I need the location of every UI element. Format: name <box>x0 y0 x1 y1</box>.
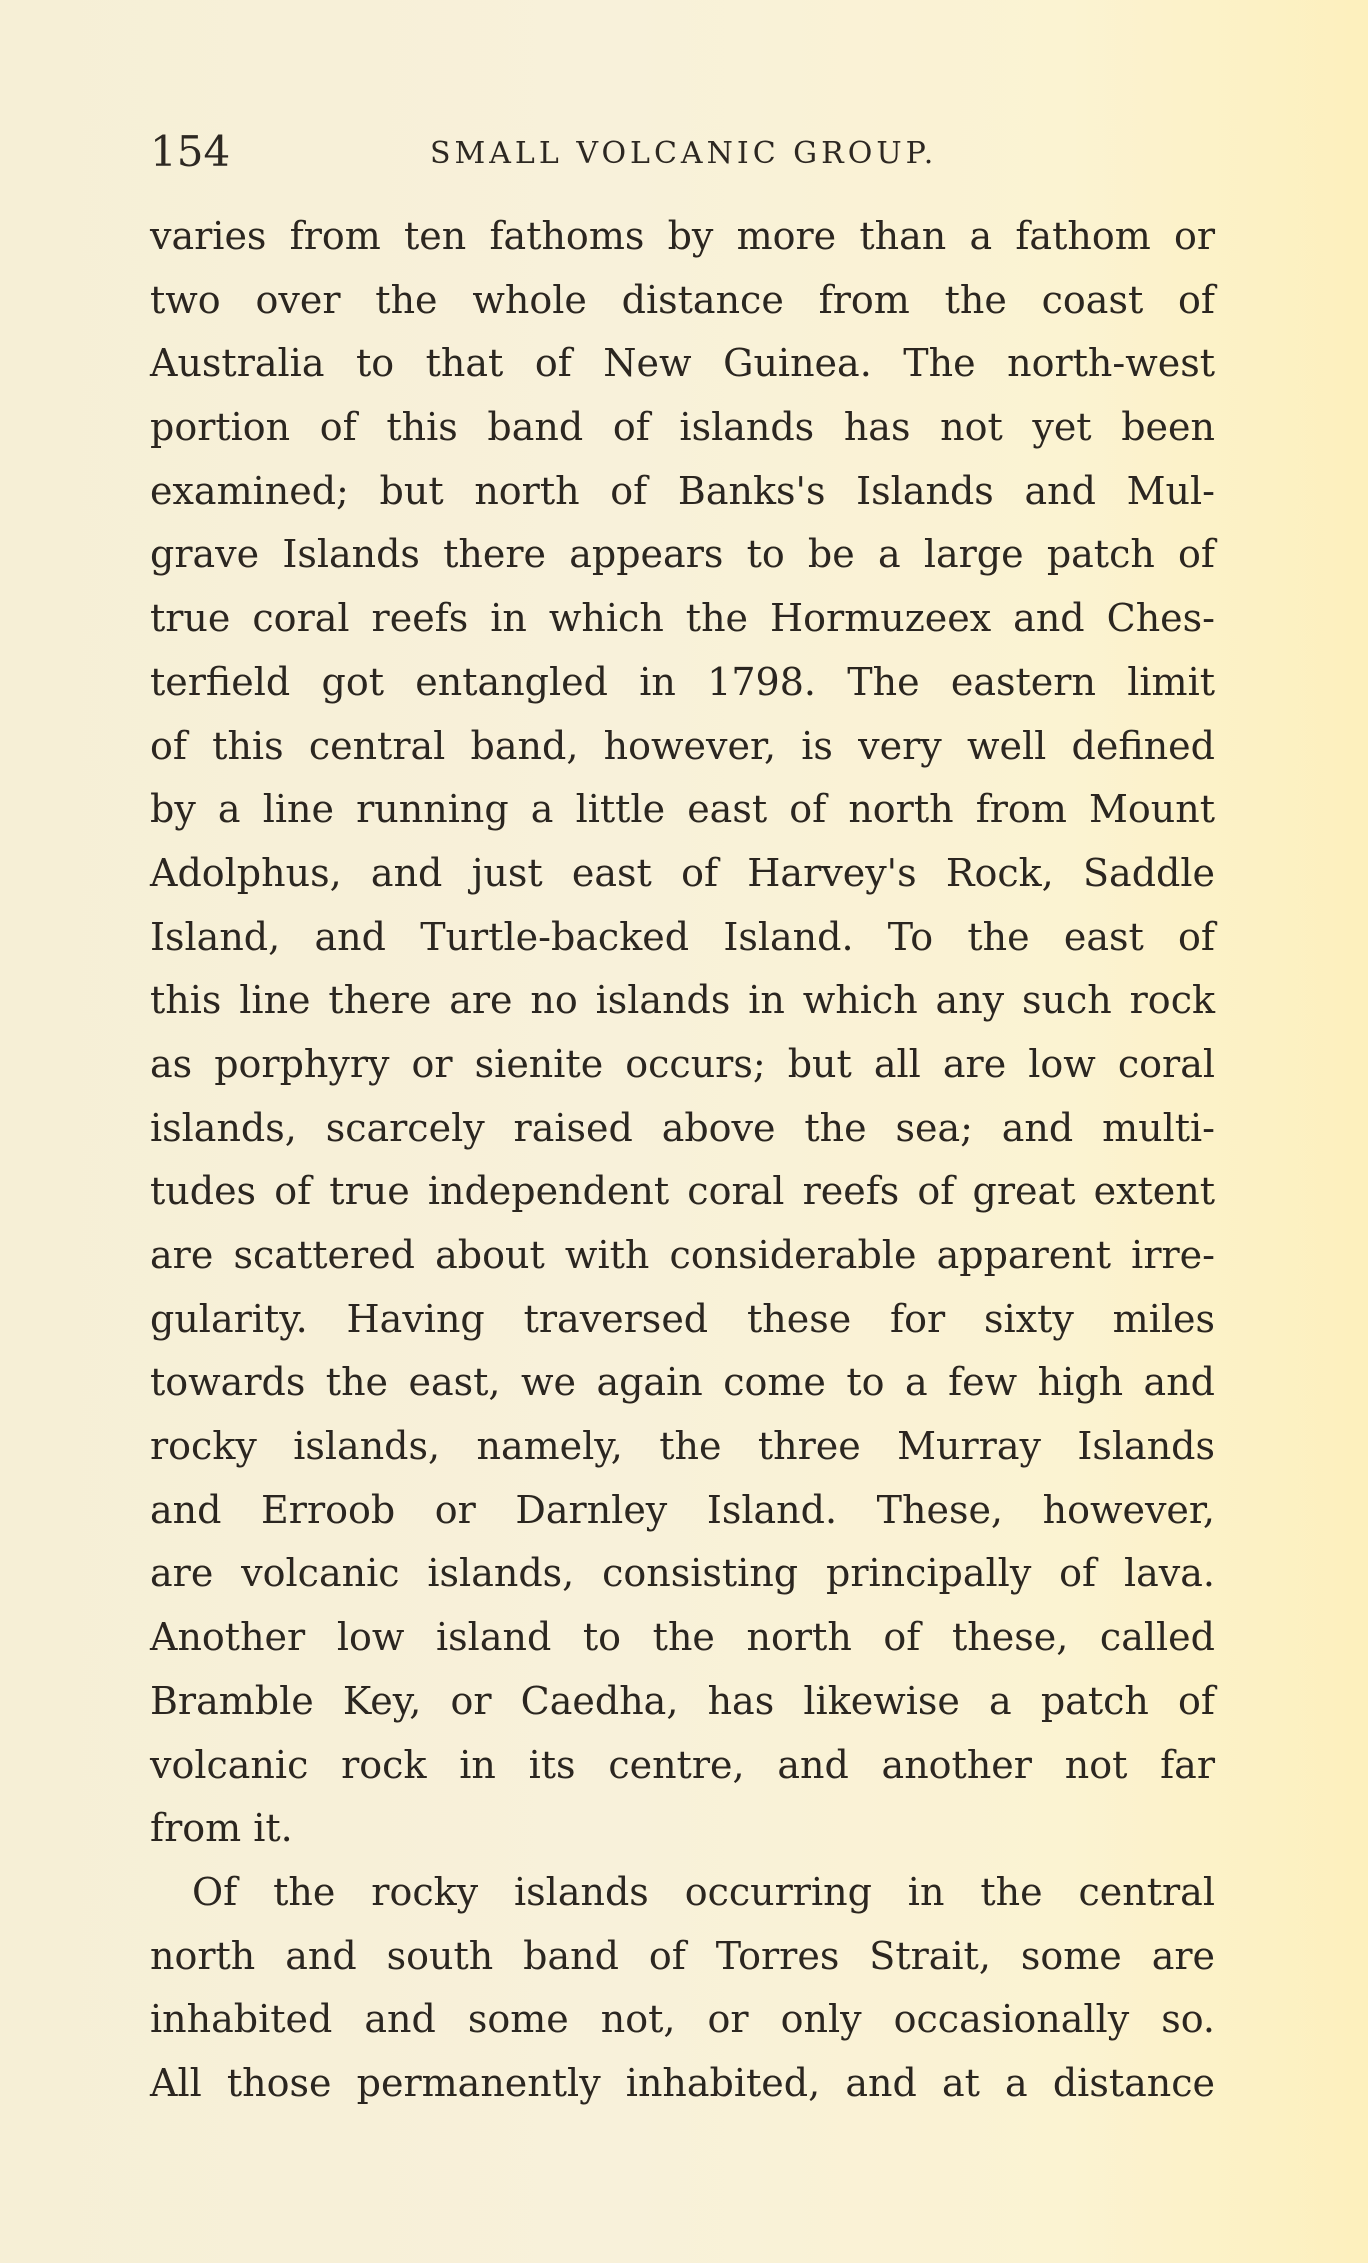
text-line: Australia to that of New Guinea. The north-west <box>150 341 1215 386</box>
text-line: Adolphus, and just east of Harvey's Rock, Saddle <box>150 850 1215 895</box>
text-line: are scattered about with considerable apparent irre- <box>150 1233 1215 1277</box>
text-line: terfield got entangled in 1798. The eastern limit <box>150 659 1215 704</box>
text-line: Another low island to the north of these, called <box>150 1615 1215 1660</box>
text-line: this line there are no islands in which any such rock <box>150 978 1215 1023</box>
text-line: from it. <box>150 1806 293 1851</box>
text-line: two over the whole distance from the coast of <box>150 277 1215 322</box>
text-line: and Erroob or Darnley Island. These, however, <box>150 1487 1215 1532</box>
text-line: Island, and Turtle-backed Island. To the east of <box>150 914 1215 959</box>
text-line: Bramble Key, or Caedha, has likewise a patch of <box>150 1678 1215 1723</box>
text-line: grave Islands there appears to be a large patch of <box>150 532 1215 577</box>
text-line: of this central band, however, is very well defined <box>150 723 1215 768</box>
running-head <box>150 122 1230 182</box>
text-line: All those permanently inhabited, and at a distance <box>150 2060 1215 2105</box>
page-title: SMALL VOLCANIC GROUP. <box>430 136 938 171</box>
text-line: examined; but north of Banks's Islands and Mul- <box>150 468 1215 513</box>
paragraph-start-line: Of the rocky islands occurring in the central <box>192 1869 1215 1914</box>
text-line: islands, scarcely raised above the sea; and multi- <box>150 1105 1215 1150</box>
text-line: by a line running a little east of north from Mount <box>150 787 1215 832</box>
page-number: 154 <box>150 127 231 176</box>
text-line: portion of this band of islands has not yet been <box>150 405 1215 450</box>
text-line: tudes of true independent coral reefs of great extent <box>150 1169 1215 1214</box>
text-line: true coral reefs in which the Hormuzeex and Ches- <box>150 596 1215 641</box>
text-line: volcanic rock in its centre, and another not far <box>150 1742 1215 1787</box>
text-line: towards the east, we again come to a few high and <box>150 1360 1215 1405</box>
text-line: as porphyry or sienite occurs; but all are low coral <box>150 1041 1215 1086</box>
text-line: rocky islands, namely, the three Murray Islands <box>150 1424 1215 1469</box>
text-line: gularity. Having traversed these for sixty miles <box>150 1296 1215 1341</box>
text-line: north and south band of Torres Strait, some are <box>150 1933 1215 1978</box>
text-line: inhabited and some not, or only occasionally so. <box>150 1997 1215 2042</box>
body-text <box>150 205 1215 2116</box>
text-line: varies from ten fathoms by more than a fathom or <box>150 214 1215 258</box>
text-line: are volcanic islands, consisting principally of lava. <box>150 1551 1215 1596</box>
